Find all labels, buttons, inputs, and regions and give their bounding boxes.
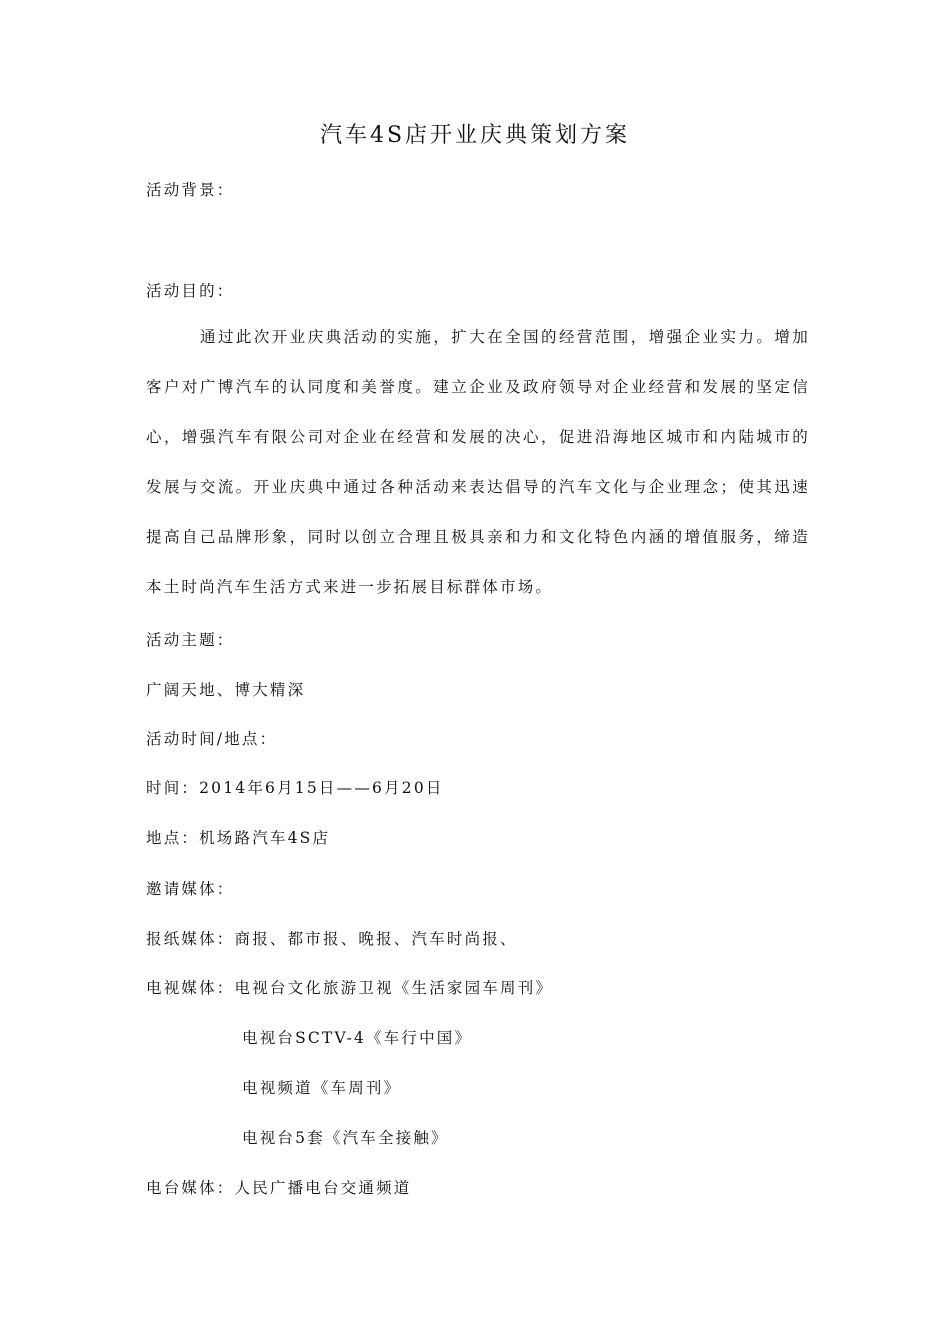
tv-media-line: 电视台5套《汽车全接触》 [242,1129,449,1147]
section-label-theme: 活动主题： [146,631,235,649]
section-label-background: 活动背景： [146,181,235,199]
tv-media-line: 电视媒体：电视台文化旅游卫视《生活家园车周刊》 [146,979,554,997]
place-line: 地点：机场路汽车4S店 [146,829,331,847]
newspaper-media-line: 报纸媒体：商报、都市报、晚报、汽车时尚报、 [146,930,518,948]
radio-media-line: 电台媒体：人民广播电台交通频道 [146,1179,412,1197]
section-label-time-place: 活动时间/地点： [146,730,278,748]
document-title: 汽车4S店开业庆典策划方案 [319,123,631,148]
theme-text: 广阔天地、博大精深 [146,681,306,699]
purpose-paragraph: 通过此次开业庆典活动的实施，扩大在全国的经营范围，增强企业实力。增加客户对广博汽车的认同度和美誉度。建立企业及政府领导对企业经营和发展的坚定信心，增强汽车有限公司对企业在经营和发展的决心，促进沿海地区城市和内陆城市的发展与交流。开业庆典中通过各种活动来表达倡导的汽车文化与企业理念；使其迅速提高自己品牌形象，同时以创立合理且极具亲和力和文化特色内涵的增值服务，缔造本土时尚汽车生活方式来进一步拓展目标群体市场。 [146,328,810,596]
section-label-media: 邀请媒体： [146,880,235,898]
time-line: 时间：2014年6月15日——6月20日 [146,779,444,797]
tv-media-line: 电视台SCTV-4《车行中国》 [242,1029,473,1047]
tv-media-line: 电视频道《车周刊》 [242,1079,402,1097]
section-label-purpose: 活动目的： [146,282,235,300]
